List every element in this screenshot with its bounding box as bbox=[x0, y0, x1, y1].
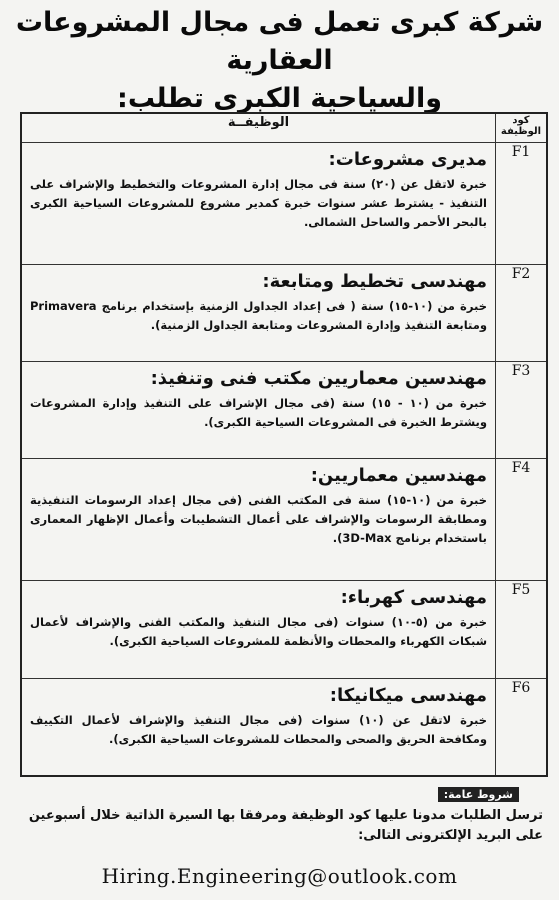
table-row bbox=[21, 362, 547, 459]
job-description bbox=[21, 678, 496, 776]
job-code: F6 bbox=[496, 678, 548, 776]
job-code: F4 bbox=[496, 459, 548, 581]
general-terms-label: شروط عامة: bbox=[438, 787, 519, 802]
header-title: الوظيفــة bbox=[21, 113, 496, 143]
job-title: مديرى مشروعات: bbox=[328, 149, 487, 170]
job-requirements: خبرة من (١٠-١٥) سنة ( فى إعداد الجداول الزمنية بإستخدام برنامج Primavera ومتابعة التنفيذ وإدارة المشروعات ومتابعة الجداول الزمنية). bbox=[30, 298, 487, 332]
contact-email[interactable]: Hiring.Engineering@outlook.com bbox=[101, 864, 458, 888]
table-row bbox=[21, 581, 547, 678]
job-requirements: خبرة من (٥-١٠) سنوات (فى مجال التنفيذ والمكتب الفنى والإشراف لأعمال شبكات الكهرباء والمحطات والأنظمة للمشروعات السياحية الكبرى). bbox=[30, 615, 487, 649]
job-title: مهندسين معماريين: bbox=[310, 465, 487, 487]
job-code: F5 bbox=[496, 581, 548, 678]
job-title: مهندسى تخطيط ومتابعة: bbox=[262, 270, 487, 292]
job-description bbox=[21, 459, 496, 581]
header-code: كود الوظيفة bbox=[496, 113, 548, 143]
job-code: F3 bbox=[496, 362, 548, 459]
table-row bbox=[21, 678, 547, 776]
table-row bbox=[21, 143, 547, 265]
job-requirements: خبرة لاتقل عن (١٠) سنوات (فى مجال التنفيذ والإشراف لأعمال التكييف ومكافحة الحريق والصحى والمحطات للمشروعات السياحية الكبرى). bbox=[30, 712, 487, 746]
headline-line-2: والسياحية الكبرى تطلب: bbox=[117, 83, 442, 114]
headline bbox=[0, 4, 559, 118]
job-requirements: خبرة من (١٠ - ١٥) سنة (فى مجال الإشراف على التنفيذ وإدارة المشروعات ويشترط الخبرة فى المشروعات السياحية الكبرى). bbox=[30, 396, 487, 430]
job-code: F1 bbox=[496, 143, 548, 265]
job-requirements: خبرة من (١٠-١٥) سنة فى المكتب الفنى (فى مجال إعداد الرسومات التنفيذية ومطابقة الرسومات والإشراف على أعمال التشطيبات وأعمال الإظهار المعمارى باستخدام برنامج 3D-Max). bbox=[30, 493, 487, 546]
job-requirements: خبرة لاتقل عن (٢٠) سنة فى مجال إدارة المشروعات والتخطيط والإشراف على التنفيذ - يشترط عشر سنوات خبرة كمدير مشروع للمشروعات السياحية الكبرى بالبحر الأحمر والساحل الشمالى. bbox=[30, 177, 487, 229]
table-header-row bbox=[21, 113, 547, 143]
job-description bbox=[21, 362, 496, 459]
job-title: مهندسى كهرباء: bbox=[340, 587, 487, 609]
table-row bbox=[21, 459, 547, 581]
headline-line-1: شركة كبرى تعمل فى مجال المشروعات العقارية bbox=[15, 7, 544, 76]
table-row bbox=[21, 264, 547, 361]
job-code: F2 bbox=[496, 264, 548, 361]
job-description bbox=[21, 264, 496, 361]
job-title: مهندسى ميكانيكا: bbox=[329, 684, 487, 706]
jobs-table bbox=[20, 112, 548, 777]
job-description bbox=[21, 143, 496, 265]
general-terms-text: ترسل الطلبات مدونا عليها كود الوظيفة ومرفقا بها السيرة الذاتية خلال أسبوعين على البريد الإلكترونى التالى: bbox=[28, 808, 543, 843]
job-description bbox=[21, 581, 496, 678]
job-title: مهندسين معماريين مكتب فنى وتنفيذ: bbox=[150, 368, 487, 390]
